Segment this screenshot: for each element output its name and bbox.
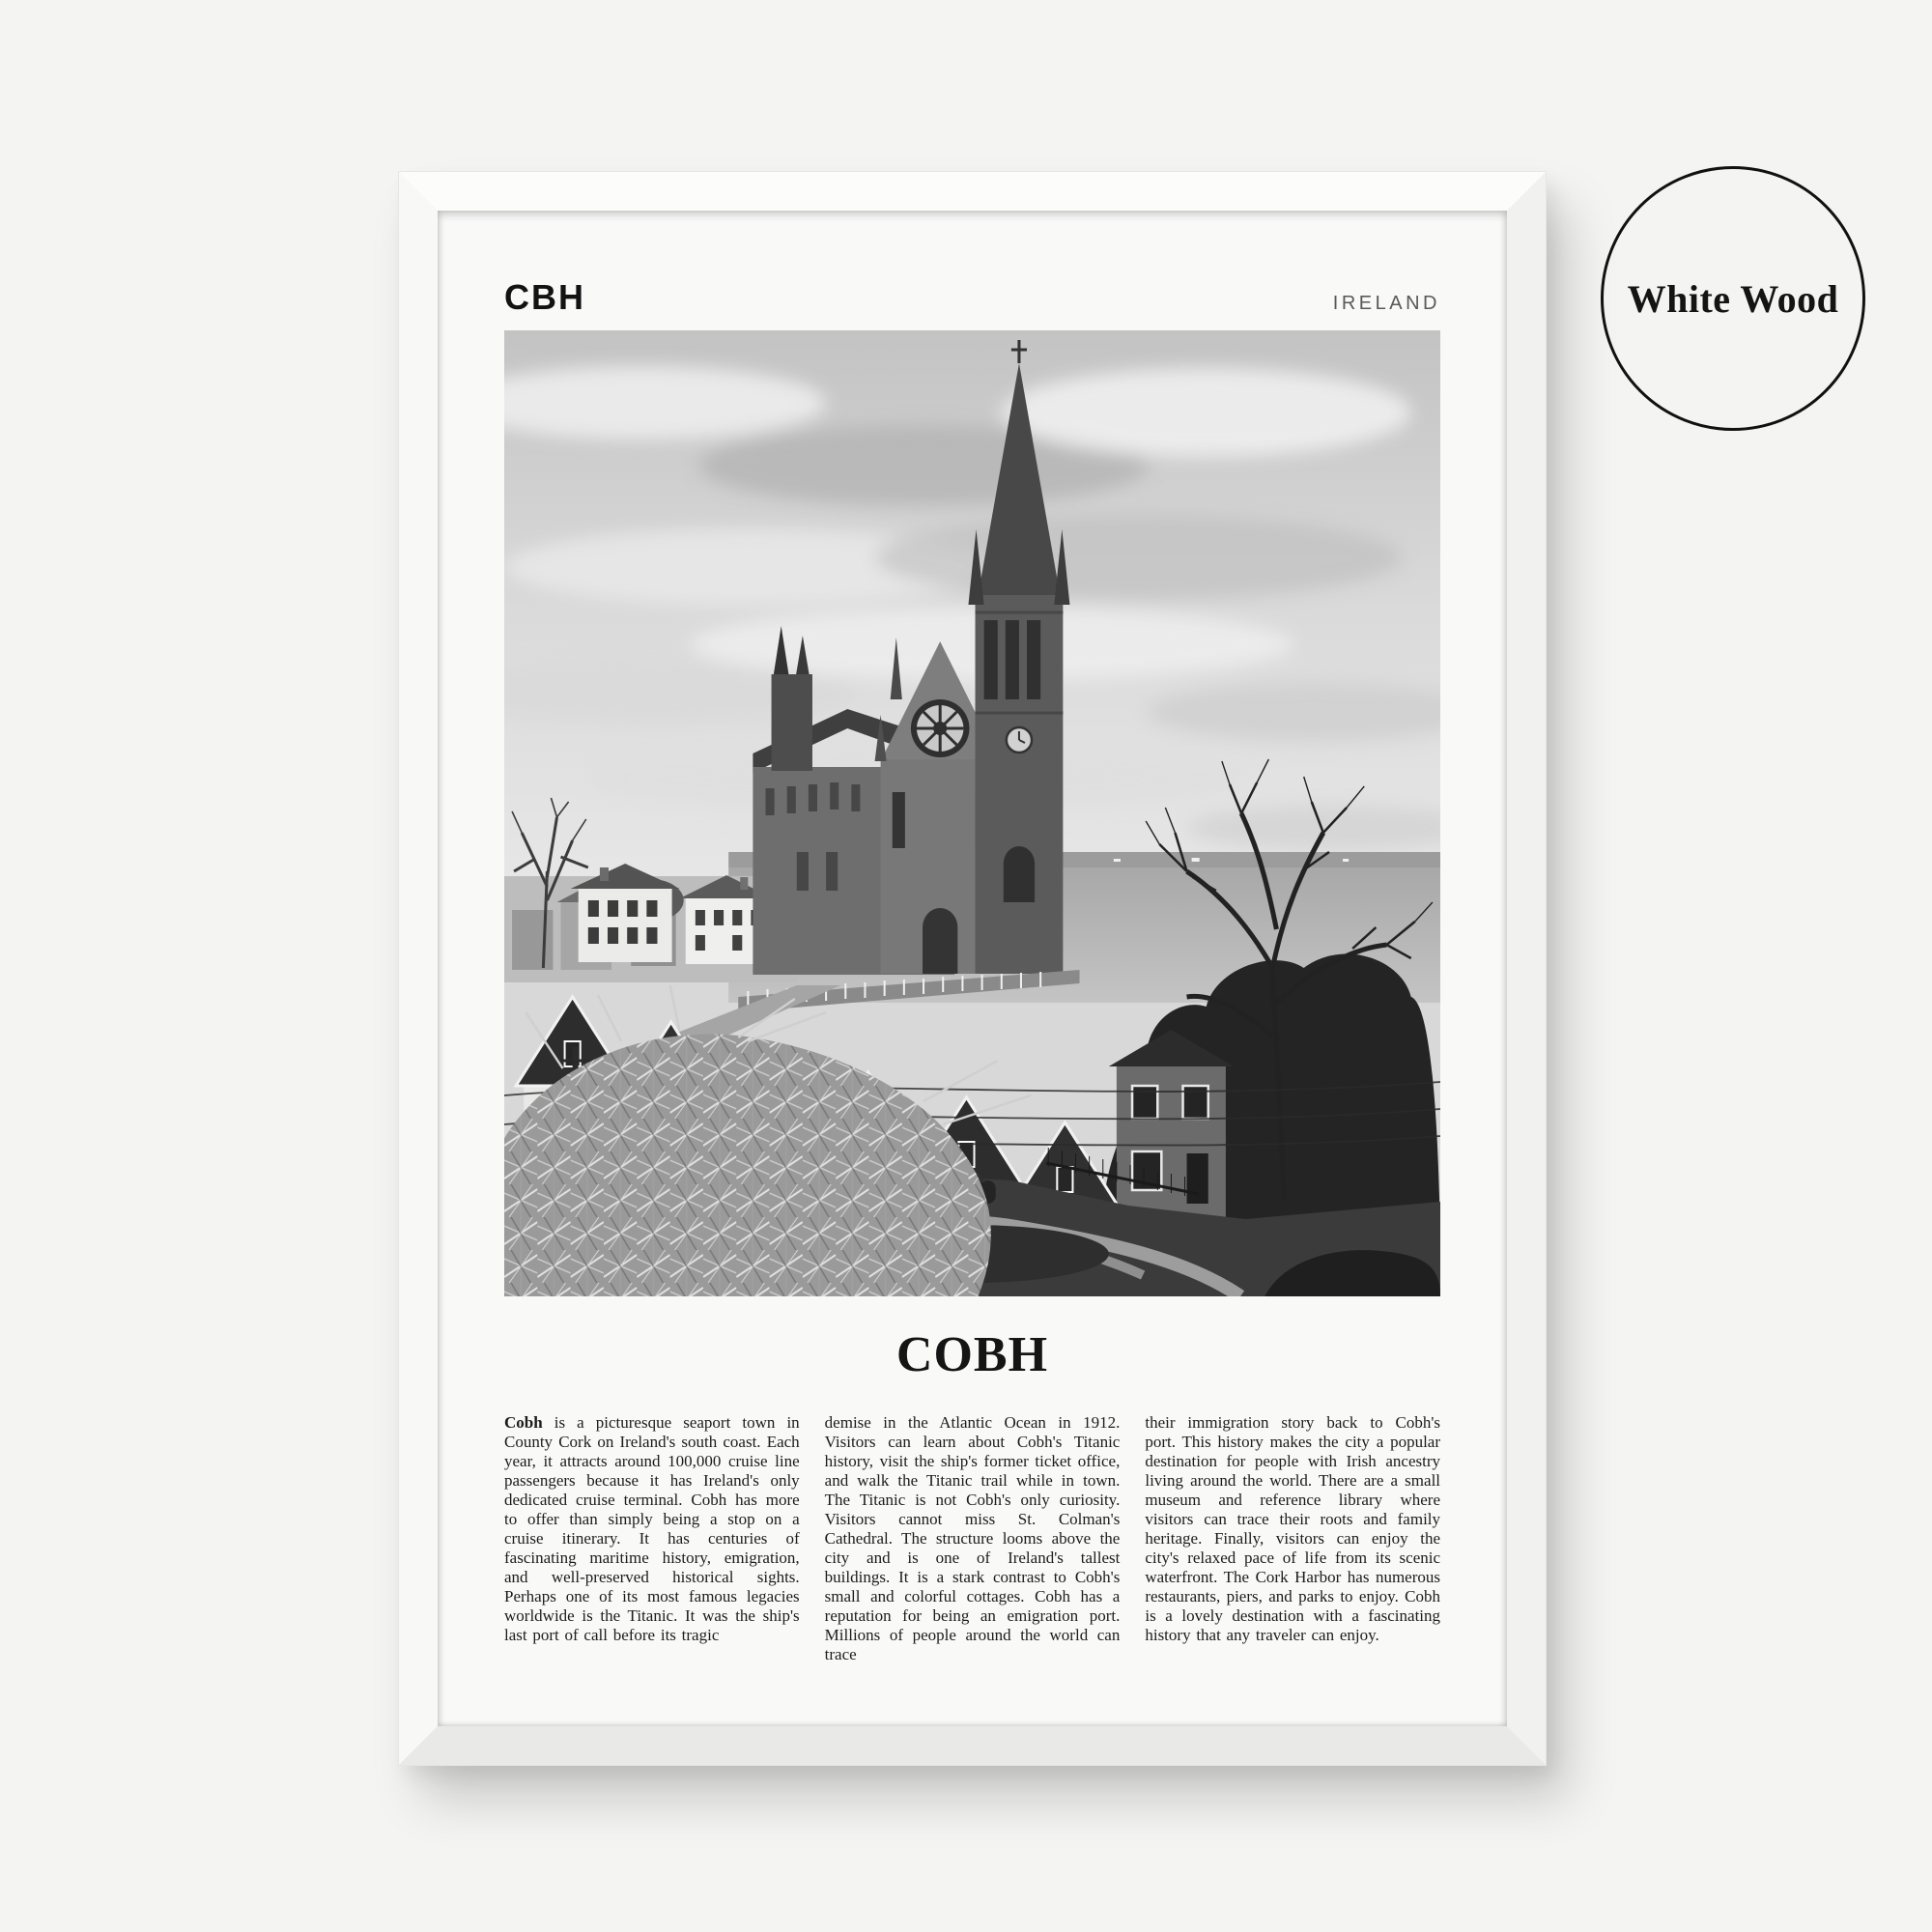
poster-title: COBH <box>895 1327 1049 1382</box>
city-code-label: CBH <box>504 277 585 317</box>
frame-style-badge <box>1601 166 1865 431</box>
cobh-travel-poster <box>438 211 1507 1726</box>
body-column-3 <box>1145 1413 1440 1665</box>
tower-clock <box>1007 727 1032 753</box>
body-column-2 <box>825 1413 1121 1665</box>
body-column-1 <box>504 1413 800 1665</box>
country-label: IRELAND <box>1332 293 1440 314</box>
badge-label: White Wood <box>1627 276 1839 321</box>
column-text: is a picturesque seaport town in County Cork on Ireland's south coast. Each year, it attracts around 100,000 cruise line passengers because it has Ireland's only dedicated cruise terminal. Cobh has more to offer than simply being a stop on a cruise itinerary. It has centuries of fascinating maritime history, emigration, and well-preserved historical sights. Perhaps one of its most famous legacies worldwide is the Titanic. It was the ship's last port of call before its tragic <box>504 1412 800 1645</box>
column-text: their immigration story back to Cobh's port. This history makes the city a popular destination for people with Irish ancestry living around the world. There are a small museum and reference library where visitors can trace their roots and family heritage. Finally, visitors can enjoy the city's relaxed pace of life from its scenic waterfront. The Cork Harbor has numerous restaurants, piers, and parks to enjoy. Cobh is a lovely destination with a fascinating history that any traveler can enjoy. <box>1145 1412 1441 1645</box>
rose-window <box>911 699 970 757</box>
cobh-photo-illustration <box>504 330 1440 1296</box>
poster-body <box>504 1413 1440 1665</box>
poster-header <box>504 272 1440 315</box>
column-text: demise in the Atlantic Ocean in 1912. Visitors can learn about Cobh's Titanic history, visit the ship's former ticket office, and walk the Titanic trail while in town. The Titanic is not Cobh's only curiosity. Visitors cannot miss St. Colman's Cathedral. The structure looms above the city and is one of Ireland's tallest buildings. It is a stark contrast to Cobh's small and colorful cottages. Cobh has a reputation for being an emigration port. Millions of people around the world can trace <box>824 1412 1121 1664</box>
white-wood-frame <box>399 172 1546 1765</box>
lead-word: Cobh <box>504 1412 543 1432</box>
